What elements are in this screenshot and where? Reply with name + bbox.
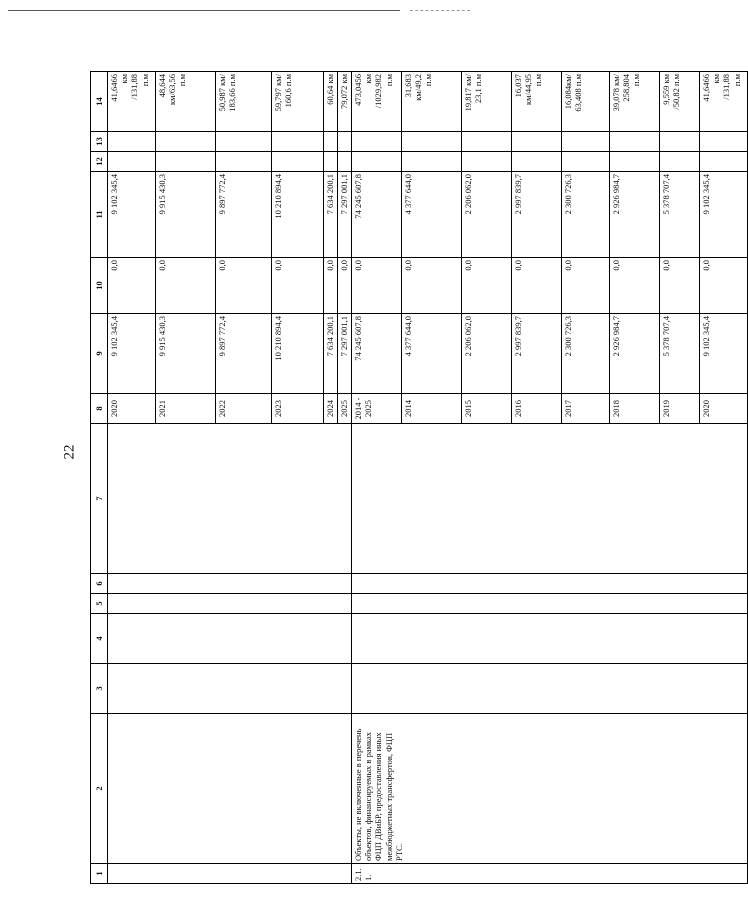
blank-cell [108, 132, 156, 152]
blank-cell [352, 132, 402, 152]
value-total-cell: 2 997 839,7 [512, 314, 562, 394]
blank-cell [402, 152, 462, 172]
value-reg-cell: 9 897 772,4 [216, 172, 272, 258]
table-row [108, 72, 156, 884]
blank-cell [462, 152, 512, 172]
blank-cell [324, 152, 338, 172]
row-description-cell: Объекты, не включенные в перечень объектов, финансируемых в рамках ФЦП ДВиБР, предоставления иных межбюджетных трансфертов, ФЦП РТС. [352, 714, 748, 864]
indicator-cell: 31,683 км/49,2 п.м [402, 72, 462, 132]
year-cell: 2020 [700, 394, 748, 424]
indicator-cell: 41,6466 км /131,88 п.м [108, 72, 156, 132]
value-fed-cell: 0,0 [338, 258, 352, 314]
blank-cell [352, 424, 748, 574]
indicator-cell: 59,797 км/ 160,6 п.м [272, 72, 324, 132]
blank-cell [402, 132, 462, 152]
blank-cell [216, 132, 272, 152]
blank-cell [338, 152, 352, 172]
blank-cell [512, 132, 562, 152]
blank-cell [352, 594, 748, 614]
blank-cell [108, 714, 352, 864]
value-total-cell: 74 245 607,8 [352, 314, 402, 394]
blank-cell [660, 132, 700, 152]
header-cell: 2 [91, 714, 108, 864]
value-fed-cell: 0,0 [462, 258, 512, 314]
value-reg-cell: 74 245 607,8 [352, 172, 402, 258]
blank-cell [156, 152, 216, 172]
header-cell: 1 [91, 864, 108, 884]
value-total-cell: 7 297 001,1 [338, 314, 352, 394]
blank-cell [462, 132, 512, 152]
blank-cell [272, 152, 324, 172]
indicator-cell: 41,6466 км /131,88 п.м [700, 72, 748, 132]
indicator-cell: 79,072 км [338, 72, 352, 132]
row-number-cell: 2.1. 1. [352, 864, 748, 884]
value-fed-cell: 0,0 [402, 258, 462, 314]
value-fed-cell: 0,0 [512, 258, 562, 314]
header-cell: 12 [91, 152, 108, 172]
blank-cell [512, 152, 562, 172]
blank-cell [562, 132, 610, 152]
value-fed-cell: 0,0 [156, 258, 216, 314]
header-cell: 11 [91, 172, 108, 258]
value-total-cell: 2 926 984,7 [610, 314, 660, 394]
value-total-cell: 10 210 894,4 [272, 314, 324, 394]
value-reg-cell: 7 634 200,1 [324, 172, 338, 258]
value-total-cell: 2 206 062,0 [462, 314, 512, 394]
header-cell: 4 [91, 614, 108, 664]
value-total-cell: 9 102 345,4 [108, 314, 156, 394]
blank-cell [352, 574, 748, 594]
header-cell: 5 [91, 594, 108, 614]
blank-cell [108, 424, 352, 574]
value-total-cell: 9 897 772,4 [216, 314, 272, 394]
blank-cell [352, 152, 402, 172]
year-cell: 2014 - 2025 [352, 394, 402, 424]
blank-cell [108, 864, 352, 884]
header-cell: 6 [91, 574, 108, 594]
blank-cell [108, 614, 352, 664]
blank-cell [352, 664, 748, 714]
value-fed-cell: 0,0 [700, 258, 748, 314]
value-reg-cell: 2 926 984,7 [610, 172, 660, 258]
header-row [91, 72, 108, 884]
value-reg-cell: 10 210 894,4 [272, 172, 324, 258]
blank-cell [700, 152, 748, 172]
year-cell: 2022 [216, 394, 272, 424]
indicator-cell: 39,078 км/ 258,804 п.м [610, 72, 660, 132]
indicator-cell: 50,987 км/ 183,66 п.м [216, 72, 272, 132]
value-fed-cell: 0,0 [216, 258, 272, 314]
value-reg-cell: 7 297 001,1 [338, 172, 352, 258]
blank-cell [272, 132, 324, 152]
blank-cell [610, 132, 660, 152]
value-reg-cell: 2 300 726,3 [562, 172, 610, 258]
value-reg-cell: 2 206 062,0 [462, 172, 512, 258]
header-cell: 10 [91, 258, 108, 314]
year-cell: 2018 [610, 394, 660, 424]
value-reg-cell: 9 915 430,3 [156, 172, 216, 258]
table-row [352, 72, 402, 884]
blank-cell [108, 594, 352, 614]
year-cell: 2024 [324, 394, 338, 424]
header-cell: 13 [91, 132, 108, 152]
value-reg-cell: 5 378 707,4 [660, 172, 700, 258]
blank-cell [108, 574, 352, 594]
year-cell: 2019 [660, 394, 700, 424]
indicator-cell: 16,084км/ 63,408 п.м [562, 72, 610, 132]
year-cell: 2017 [562, 394, 610, 424]
header-cell: 14 [91, 72, 108, 132]
value-reg-cell: 2 997 839,7 [512, 172, 562, 258]
value-total-cell: 2 300 726,3 [562, 314, 610, 394]
blank-cell [108, 152, 156, 172]
value-total-cell: 4 377 644,0 [402, 314, 462, 394]
top-rule-dashed [410, 10, 470, 11]
year-cell: 2025 [338, 394, 352, 424]
page-number: 22 [61, 444, 78, 460]
top-rule [8, 10, 400, 11]
blank-cell [338, 132, 352, 152]
value-total-cell: 7 634 200,1 [324, 314, 338, 394]
value-reg-cell: 9 102 345,4 [108, 172, 156, 258]
value-reg-cell: 9 102 345,4 [700, 172, 748, 258]
indicator-cell: 16,037 км/44,95 п.м [512, 72, 562, 132]
header-cell: 9 [91, 314, 108, 394]
year-cell: 2016 [512, 394, 562, 424]
value-fed-cell: 0,0 [324, 258, 338, 314]
indicator-cell: 60,64 км [324, 72, 338, 132]
blank-cell [108, 664, 352, 714]
blank-cell [352, 614, 748, 664]
value-fed-cell: 0,0 [562, 258, 610, 314]
blank-cell [156, 132, 216, 152]
indicator-cell: 48,644 км/63,56 п.м [156, 72, 216, 132]
blank-cell [700, 132, 748, 152]
blank-cell [660, 152, 700, 172]
blank-cell [216, 152, 272, 172]
value-total-cell: 9 915 430,3 [156, 314, 216, 394]
blank-cell [324, 132, 338, 152]
year-cell: 2020 [108, 394, 156, 424]
year-cell: 2015 [462, 394, 512, 424]
value-total-cell: 5 378 707,4 [660, 314, 700, 394]
header-cell: 7 [91, 424, 108, 574]
value-fed-cell: 0,0 [610, 258, 660, 314]
value-fed-cell: 0,0 [660, 258, 700, 314]
rotated-table-container [90, 72, 742, 884]
year-cell: 2023 [272, 394, 324, 424]
value-fed-cell: 0,0 [108, 258, 156, 314]
value-fed-cell: 0,0 [352, 258, 402, 314]
header-cell: 8 [91, 394, 108, 424]
value-reg-cell: 4 377 644,0 [402, 172, 462, 258]
year-cell: 2014 [402, 394, 462, 424]
indicator-cell: 19,817 км/ 23,1 п.м [462, 72, 512, 132]
year-cell: 2021 [156, 394, 216, 424]
blank-cell [610, 152, 660, 172]
value-total-cell: 9 102 345,4 [700, 314, 748, 394]
value-fed-cell: 0,0 [272, 258, 324, 314]
indicator-cell: 9,559 км /50,82 п.м [660, 72, 700, 132]
indicator-cell: 473,0456 км /1029,982 п.м [352, 72, 402, 132]
header-cell: 3 [91, 664, 108, 714]
blank-cell [562, 152, 610, 172]
budget-table [90, 71, 748, 884]
